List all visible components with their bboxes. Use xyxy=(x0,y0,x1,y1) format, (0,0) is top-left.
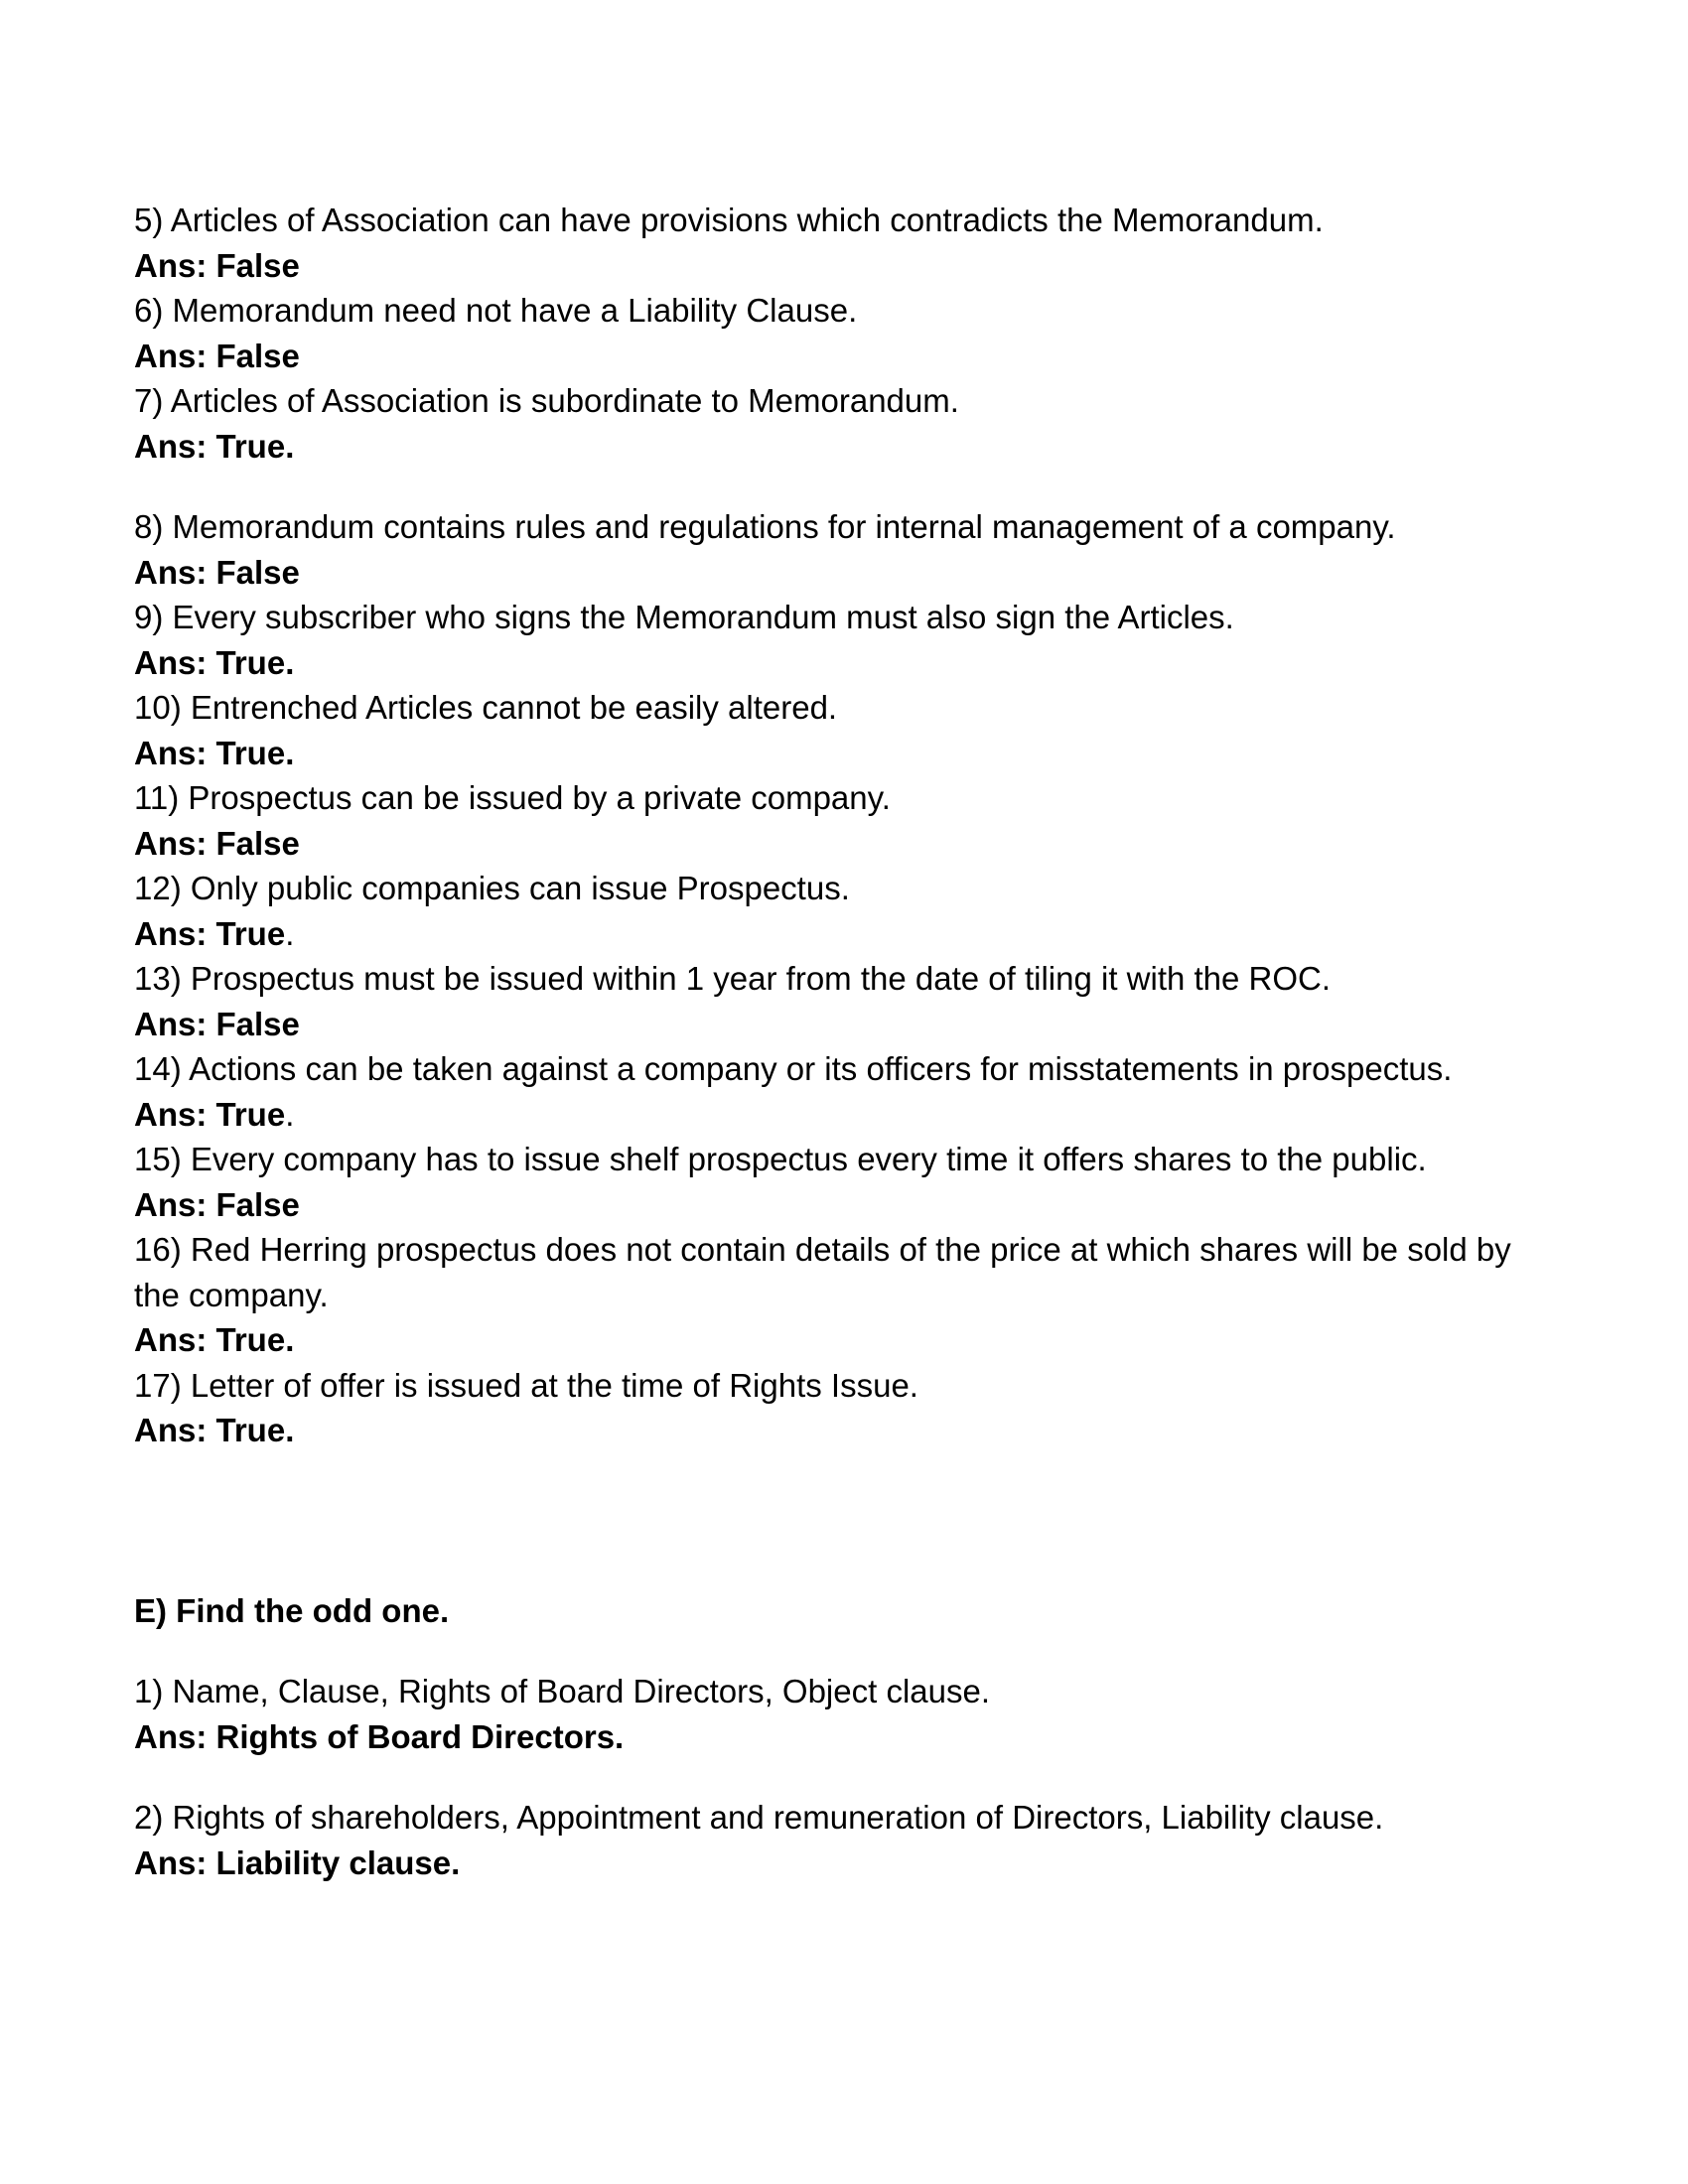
spacer xyxy=(134,1759,1564,1795)
document-content xyxy=(134,198,1564,1885)
answer-16: Ans: True. xyxy=(134,1321,295,1358)
question-12 xyxy=(134,866,1564,911)
question-text: Only public companies can issue Prospectus. xyxy=(190,870,850,906)
spacer xyxy=(134,1453,1564,1588)
question-text: Name, Clause, Rights of Board Directors, Object clause. xyxy=(172,1673,991,1709)
question-text: Actions can be taken against a company or its officers for misstatements in prospectus. xyxy=(189,1050,1453,1087)
question-10 xyxy=(134,685,1564,731)
question-number: 7) xyxy=(134,382,164,419)
question-text: Rights of shareholders, Appointment and remuneration of Directors, Liability clause. xyxy=(172,1799,1384,1836)
answer-13: Ans: False xyxy=(134,1005,300,1042)
question-text: Articles of Association is subordinate to Memorandum. xyxy=(170,382,959,419)
answer-6: Ans: False xyxy=(134,337,300,374)
odd-one-answer-2: Ans: Liability clause. xyxy=(134,1843,461,1881)
odd-one-question-2 xyxy=(134,1795,1564,1841)
question-14 xyxy=(134,1046,1564,1092)
answer-5: Ans: False xyxy=(134,246,300,284)
question-17 xyxy=(134,1363,1564,1409)
question-7 xyxy=(134,378,1564,424)
answer-9: Ans: True. xyxy=(134,643,295,681)
question-text: Entrenched Articles cannot be easily altered. xyxy=(190,689,838,726)
odd-one-question-1 xyxy=(134,1669,1564,1714)
spacer xyxy=(134,1633,1564,1669)
answer-12: Ans: True. xyxy=(134,914,295,952)
question-text: Every company has to issue shelf prospectus every time it offers shares to the public. xyxy=(190,1141,1427,1177)
question-text: Every subscriber who signs the Memorandum must also sign the Articles. xyxy=(172,599,1234,635)
answer-14: Ans: True. xyxy=(134,1095,295,1133)
question-8 xyxy=(134,504,1564,550)
section-e-heading: E) Find the odd one. xyxy=(134,1591,450,1629)
question-text: Articles of Association can have provisions which contradicts the Memorandum. xyxy=(170,202,1324,238)
question-text: Memorandum need not have a Liability Clause. xyxy=(172,292,858,329)
question-11 xyxy=(134,775,1564,821)
answer-11: Ans: False xyxy=(134,824,300,862)
question-number: 17) xyxy=(134,1366,182,1404)
question-15 xyxy=(134,1137,1564,1182)
question-6 xyxy=(134,288,1564,334)
question-number: 14) xyxy=(134,1050,182,1087)
question-9 xyxy=(134,595,1564,640)
answer-7: Ans: True. xyxy=(134,427,295,465)
question-number: 2) xyxy=(134,1799,164,1836)
question-number: 15) xyxy=(134,1141,182,1177)
question-number: 9) xyxy=(134,599,164,635)
question-text: Memorandum contains rules and regulations for internal management of a company. xyxy=(172,508,1396,545)
question-number: 10) xyxy=(134,689,182,726)
question-text: Prospectus can be issued by a private company. xyxy=(188,779,891,816)
question-number: 8) xyxy=(134,508,164,545)
question-13 xyxy=(134,956,1564,1002)
question-number: 12) xyxy=(134,870,182,906)
question-5 xyxy=(134,198,1564,243)
question-number: 6) xyxy=(134,292,164,329)
answer-8: Ans: False xyxy=(134,553,300,591)
answer-10: Ans: True. xyxy=(134,734,295,771)
question-number: 13) xyxy=(134,960,182,997)
spacer xyxy=(134,469,1564,504)
question-number: 5) xyxy=(134,202,164,238)
answer-15: Ans: False xyxy=(134,1185,300,1223)
question-text: Letter of offer is issued at the time of Rights Issue. xyxy=(190,1366,918,1404)
question-text: Prospectus must be issued within 1 year from the date of tiling it with the ROC. xyxy=(190,960,1332,997)
question-16 xyxy=(134,1227,1564,1317)
odd-one-answer-1: Ans: Rights of Board Directors. xyxy=(134,1717,625,1755)
question-number: 1) xyxy=(134,1673,164,1709)
question-text: Red Herring prospectus does not contain details of the price at which shares will be sold by the company. xyxy=(134,1231,1511,1313)
answer-17: Ans: True. xyxy=(134,1412,295,1448)
question-number: 16) xyxy=(134,1231,182,1268)
question-number: 11) xyxy=(134,779,180,816)
